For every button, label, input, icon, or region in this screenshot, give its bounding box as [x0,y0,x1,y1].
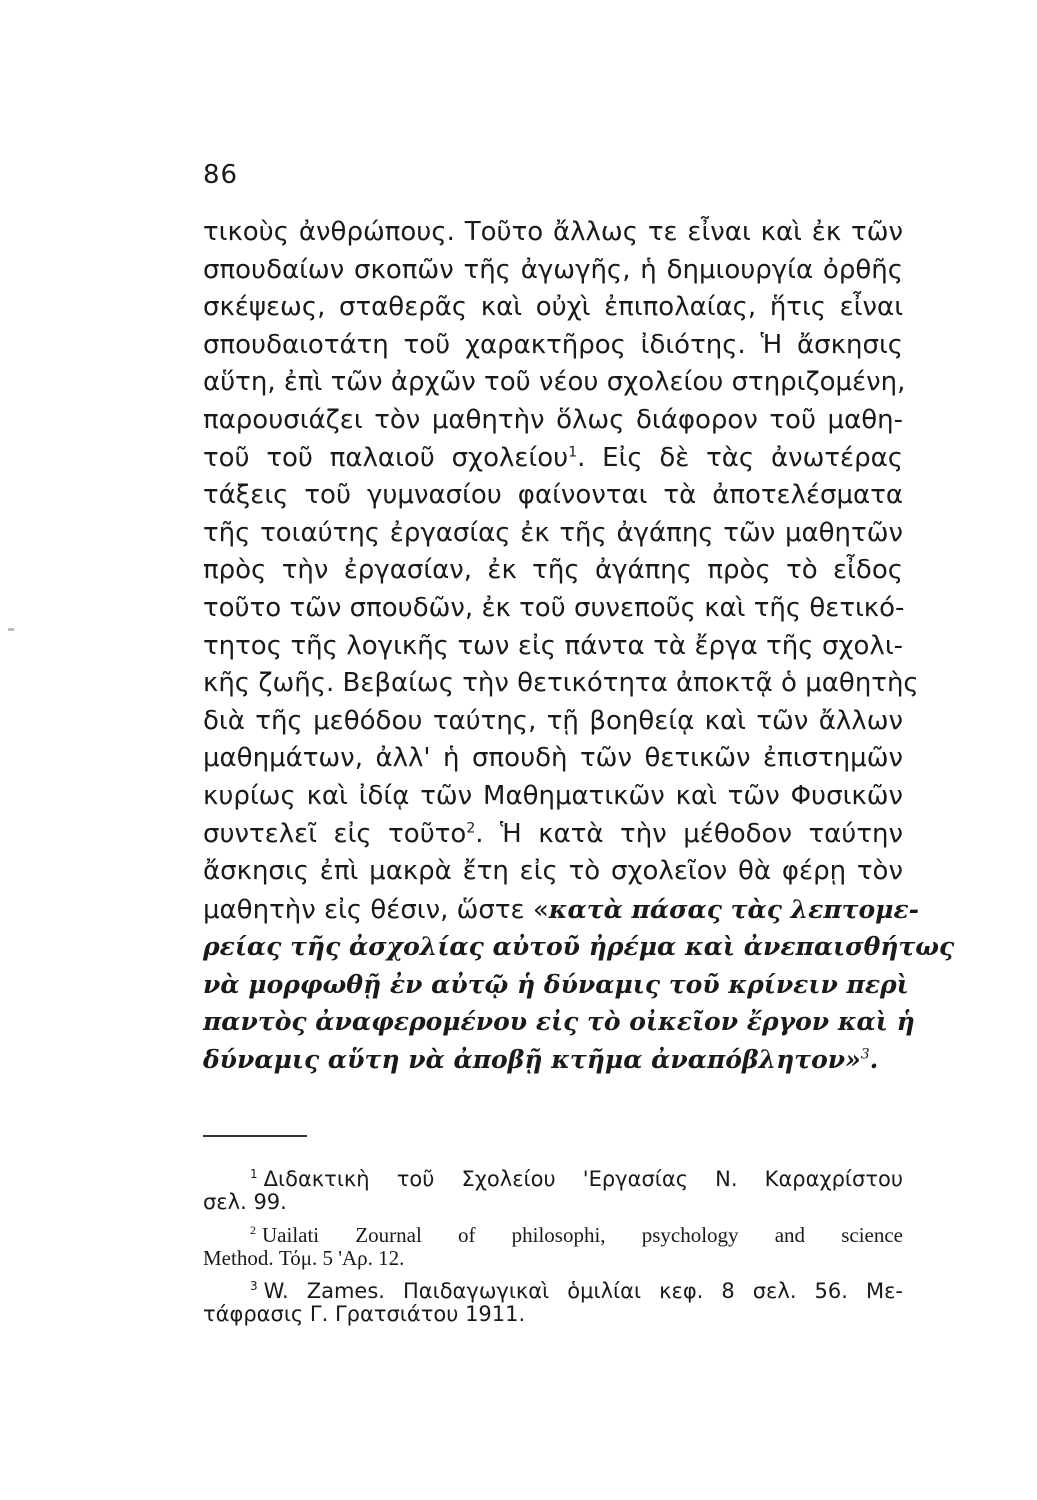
text-line: παρουσιάζει τὸν μαθητὴν ὅλως διάφορον τοῦ μαθη- [203,404,903,435]
text-segment: . Ἡ κατὰ τὴν μέθοδον ταύτην [475,818,904,849]
text-line: σκέψεως, σταθερᾶς καὶ οὐχὶ ἐπιπολαίας, ἥτις εἶναι [203,292,903,323]
page-number: 86 [203,160,239,190]
margin-speck [8,628,14,631]
text-line [203,891,920,929]
footnote-mark: 1 [250,1167,258,1181]
quote-line: νὰ μορφωθῇ ἐν αὐτῷ ἡ δύναμις τοῦ κρίνειν περὶ [203,969,909,999]
text-line [203,440,903,478]
footnote-reference: 2 [466,819,476,836]
text-line: ἄσκησις ἐπὶ μακρὰ ἔτη εἰς τὸ σχολεῖον θὰ φέρῃ τὸν [203,856,903,887]
footnote-mark: 2 [250,1223,256,1237]
footnote-3 [203,1272,903,1303]
text-line: τικοὺς ἀνθρώπους. Τοῦτο ἄλλως τε εἶναι καὶ ἐκ τῶν [203,217,903,247]
text-line: τητος τῆς λογικῆς των εἰς πάντα τὰ ἔργα τῆς σχολι- [203,630,903,661]
text-line: τοῦτο τῶν σπουδῶν, ἐκ τοῦ συνεποῦς καὶ τῆς θετικό- [203,592,905,623]
footnote-divider [203,1135,307,1137]
text-line: κυρίως καὶ ἰδίᾳ τῶν Μαθηματικῶν καὶ τῶν Φυσικῶν [203,780,903,811]
text-line: σπουδαίων σκοπῶν τῆς ἀγωγῆς, ἡ δημιουργία ὀρθῆς [203,254,903,285]
text-line: σπουδαιοτάτη τοῦ χαρακτῆρος ἰδιότης. Ἡ ἄσκησις [203,329,903,360]
footnote-text: W. Zames. Παιδαγωγικαὶ ὁμιλίαι κεφ. 8 σελ. 56. Με- [263,1279,903,1303]
quote-line [203,1041,903,1079]
text-line: μαθημάτων, ἀλλ' ἡ σπουδὴ τῶν θετικῶν ἐπιστημῶν [203,743,903,774]
footnote-text: Uailati Zournal of philosophi, psychology and science [262,1223,903,1247]
footnote-1 [203,1160,903,1191]
text-line [203,816,903,854]
main-text [203,214,955,1079]
quote-line: ρείας τῆς ἀσχολίας αὐτοῦ ἠρέμα καὶ ἀνεπαισθήτως [203,932,955,962]
footnote-2-continuation: Method. Τόμ. 5 'Αρ. 12. [203,1246,405,1270]
text-segment: . [869,1045,879,1075]
footnote-reference: 1 [568,443,578,460]
footnote-3-continuation: τάφρασις Γ. Γρατσιάτου 1911. [203,1302,526,1326]
footnote-mark: 3 [250,1279,258,1293]
text-line: τῆς τοιαύτης ἐργασίας ἐκ τῆς ἀγάπης τῶν μαθητῶν [203,517,903,548]
text-line: κῆς ζωῆς. Βεβαίως τὴν θετικότητα ἀποκτᾷ ὁ μαθητὴς [203,668,919,699]
footnote-2 [203,1216,903,1247]
footnotes [203,1160,903,1328]
text-segment: . Εἰς δὲ τὰς ἀνωτέρας [577,442,903,473]
footnote-reference: 3 [860,1046,870,1063]
text-line: αὕτη, ἐπὶ τῶν ἀρχῶν τοῦ νέου σχολείου στηριζομένη, [203,367,906,398]
text-line: πρὸς τὴν ἐργασίαν, ἐκ τῆς ἀγάπης πρὸς τὸ εἶδος [203,555,903,586]
quote-bold: κατὰ πάσας τὰς λεπτομε- [548,894,920,924]
quote-line: παντὸς ἀναφερομένου εἰς τὸ οἰκεῖον ἔργον καὶ ἡ [203,1007,915,1037]
text-segment: δύναμις αὕτη νὰ ἀποβῇ κτῆμα ἀναπόβλητον» [203,1045,861,1075]
text-segment: μαθητὴν εἰς θέσιν, ὥστε « [203,894,549,925]
text-segment: τοῦ τοῦ παλαιοῦ σχολείου [203,442,569,473]
text-segment: συντελεῖ εἰς τοῦτο [203,818,467,849]
text-line: διὰ τῆς μεθόδου ταύτης, τῇ βοηθείᾳ καὶ τῶν ἄλλων [203,705,903,736]
footnote-1-continuation: σελ. 99. [203,1190,287,1214]
footnote-text: Διδακτικὴ τοῦ Σχολείου 'Εργασίας Ν. Καραχρίστου [263,1167,903,1191]
text-line: τάξεις τοῦ γυμνασίου φαίνονται τὰ ἀποτελέσματα [203,480,903,511]
